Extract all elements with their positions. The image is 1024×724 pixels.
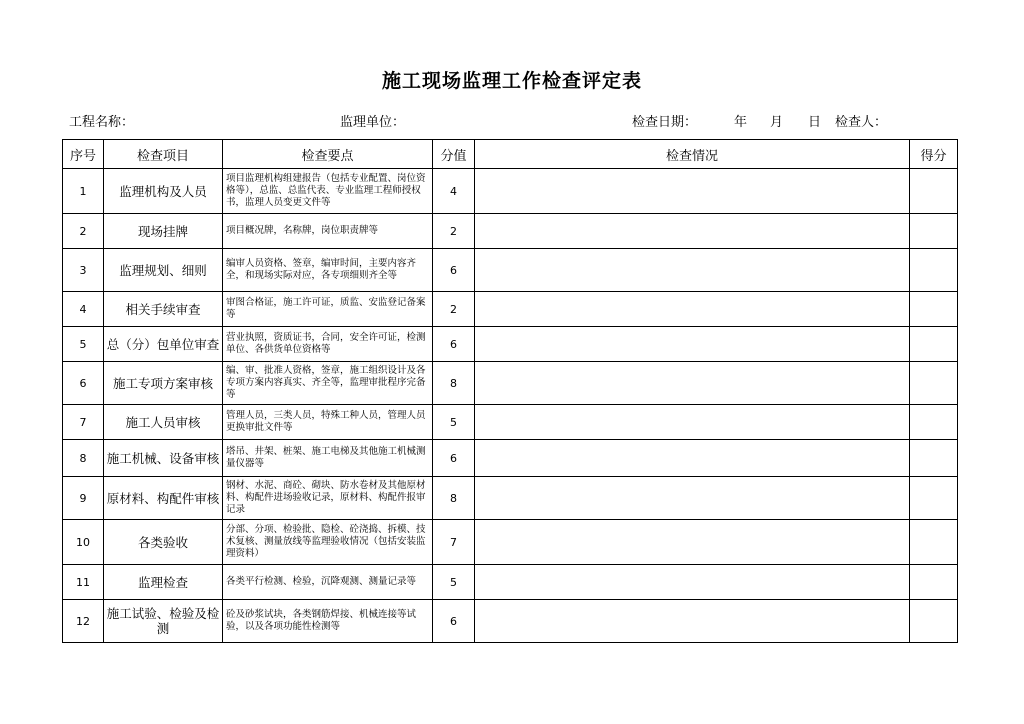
score-value: 2 (433, 214, 475, 249)
row-number: 8 (63, 440, 104, 477)
check-points: 塔吊、井架、桩架、施工电梯及其他施工机械测量仪器等 (223, 440, 433, 477)
check-points: 编、审、批准人资格，签章，施工组织设计及各专项方案内容真实、齐全等，监理审批程序完备等 (223, 362, 433, 405)
check-situation-cell (475, 405, 910, 440)
score-value: 6 (433, 249, 475, 292)
check-points: 项目概况牌，名称牌，岗位职责牌等 (223, 214, 433, 249)
result-cell (910, 520, 958, 565)
header-score: 分值 (433, 140, 475, 169)
check-item: 施工专项方案审核 (104, 362, 223, 405)
row-number: 6 (63, 362, 104, 405)
result-cell (910, 214, 958, 249)
check-points: 砼及砂浆试块，各类钢筋焊接、机械连接等试验，以及各项功能性检测等 (223, 600, 433, 643)
check-points: 审图合格证，施工许可证，质监、安监登记备案等 (223, 292, 433, 327)
score-value: 5 (433, 565, 475, 600)
result-cell (910, 327, 958, 362)
row-number: 12 (63, 600, 104, 643)
result-cell (910, 440, 958, 477)
month-label: 月 (770, 115, 784, 130)
check-situation-cell (475, 565, 910, 600)
check-situation-cell (475, 362, 910, 405)
table-row (63, 405, 958, 440)
check-item: 监理机构及人员 (104, 169, 223, 214)
row-number: 2 (63, 214, 104, 249)
check-points: 项目监理机构组建报告（包括专业配置、岗位资格等），总监、总监代表、专业监理工程师授权书，监理人员变更文件等 (223, 169, 433, 214)
row-number: 10 (63, 520, 104, 565)
check-item: 相关手续审查 (104, 292, 223, 327)
check-item: 施工机械、设备审核 (104, 440, 223, 477)
check-points: 钢材、水泥、商砼、砌块、防水卷材及其他原材料、构配件进场验收记录，原材料、构配件报审记录 (223, 477, 433, 520)
table-row (63, 169, 958, 214)
row-number: 1 (63, 169, 104, 214)
project-name-label: 工程名称： (69, 115, 135, 130)
row-number: 7 (63, 405, 104, 440)
row-number: 11 (63, 565, 104, 600)
check-item: 现场挂牌 (104, 214, 223, 249)
check-item: 总（分）包单位审查 (104, 327, 223, 362)
header-points: 检查要点 (223, 140, 433, 169)
check-situation-cell (475, 600, 910, 643)
table-row (63, 292, 958, 327)
check-points: 编审人员资格、签章，编审时间，主要内容齐全，和现场实际对应，各专项细则齐全等 (223, 249, 433, 292)
check-item: 施工试验、检验及检测 (104, 600, 223, 643)
check-situation-cell (475, 292, 910, 327)
check-points: 分部、分项、检验批、隐检、砼浇捣、拆模、技术复核、测量放线等监理验收情况（包括安装监理资料） (223, 520, 433, 565)
table-header-row (63, 140, 958, 169)
check-situation-cell (475, 214, 910, 249)
result-cell (910, 405, 958, 440)
row-number: 5 (63, 327, 104, 362)
score-value: 6 (433, 327, 475, 362)
table-row (63, 327, 958, 362)
header-no: 序号 (63, 140, 104, 169)
score-value: 2 (433, 292, 475, 327)
table-row (63, 600, 958, 643)
page-title: 施工现场监理工作检查评定表 (381, 70, 642, 92)
supervision-unit-label: 监理单位： (340, 115, 406, 130)
table-row (63, 477, 958, 520)
check-situation-cell (475, 520, 910, 565)
table-row (63, 249, 958, 292)
check-situation-cell (475, 440, 910, 477)
result-cell (910, 565, 958, 600)
check-item: 各类验收 (104, 520, 223, 565)
evaluation-table (62, 139, 958, 643)
row-number: 9 (63, 477, 104, 520)
score-value: 5 (433, 405, 475, 440)
result-cell (910, 600, 958, 643)
table-row (63, 520, 958, 565)
score-value: 6 (433, 440, 475, 477)
row-number: 3 (63, 249, 104, 292)
inspector-label: 检查人： (835, 115, 888, 130)
row-number: 4 (63, 292, 104, 327)
result-cell (910, 362, 958, 405)
check-date-label: 检查日期： (632, 115, 698, 130)
header-item: 检查项目 (104, 140, 223, 169)
table-row (63, 565, 958, 600)
result-cell (910, 292, 958, 327)
score-value: 8 (433, 477, 475, 520)
header-result: 得分 (910, 140, 958, 169)
result-cell (910, 249, 958, 292)
result-cell (910, 169, 958, 214)
score-value: 7 (433, 520, 475, 565)
day-label: 日 (808, 115, 822, 130)
check-points: 营业执照，资质证书，合同，安全许可证，检测单位、各供货单位资格等 (223, 327, 433, 362)
score-value: 4 (433, 169, 475, 214)
check-item: 原材料、构配件审核 (104, 477, 223, 520)
check-points: 管理人员，三类人员，特殊工种人员，管理人员更换审批文件等 (223, 405, 433, 440)
score-value: 8 (433, 362, 475, 405)
table-row (63, 362, 958, 405)
table-row (63, 440, 958, 477)
check-situation-cell (475, 477, 910, 520)
check-points: 各类平行检测、检验，沉降观测、测量记录等 (223, 565, 433, 600)
year-label: 年 (734, 115, 748, 130)
header-situation: 检查情况 (475, 140, 910, 169)
check-item: 监理规划、细则 (104, 249, 223, 292)
score-value: 6 (433, 600, 475, 643)
check-situation-cell (475, 169, 910, 214)
check-item: 施工人员审核 (104, 405, 223, 440)
result-cell (910, 477, 958, 520)
check-situation-cell (475, 249, 910, 292)
table-row (63, 214, 958, 249)
check-item: 监理检查 (104, 565, 223, 600)
check-situation-cell (475, 327, 910, 362)
